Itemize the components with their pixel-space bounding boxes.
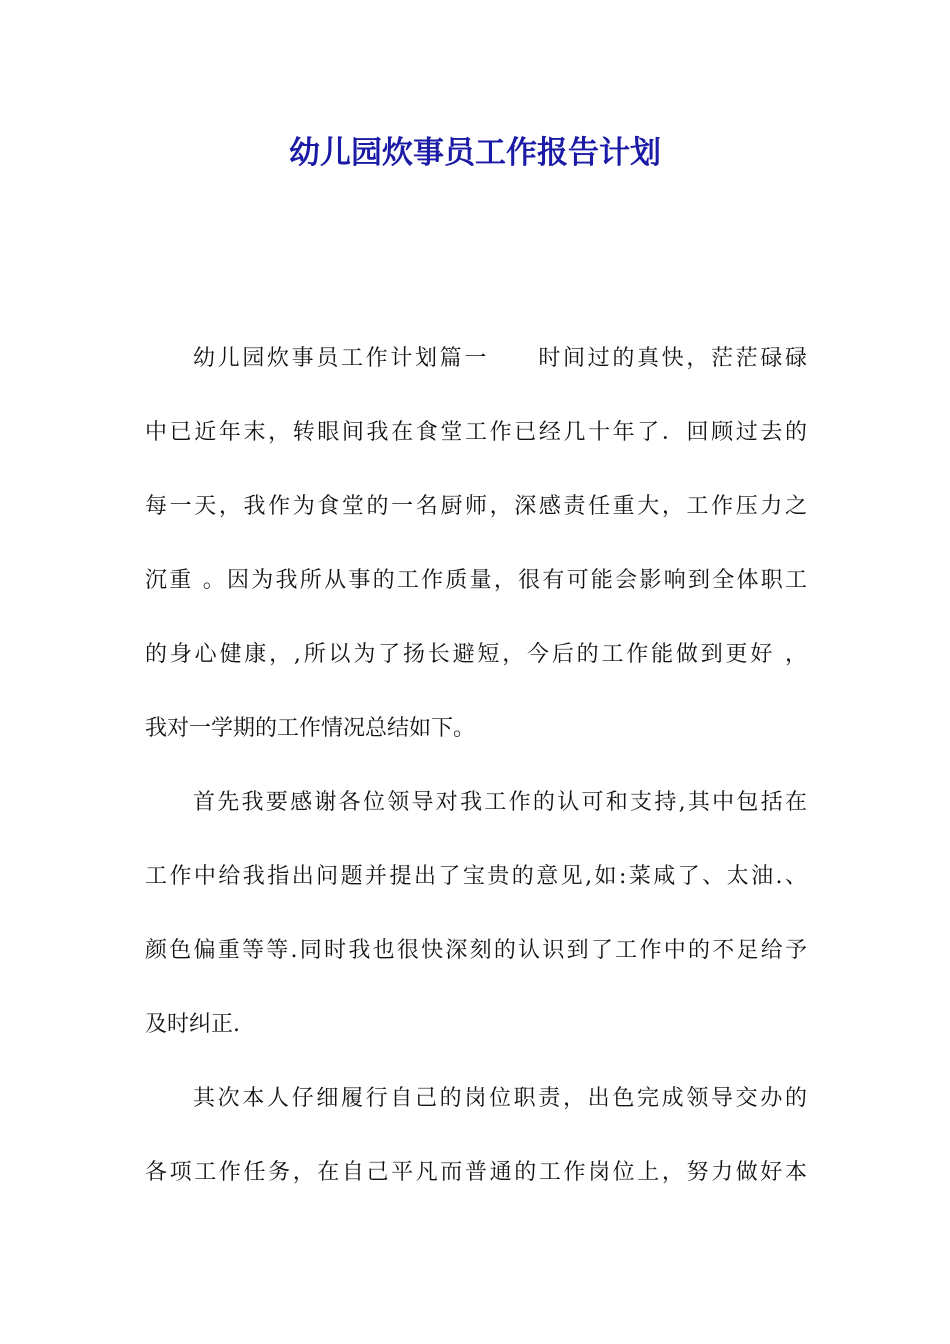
document-title: 幼儿园炊事员工作报告计划	[289, 135, 661, 171]
paragraph-1	[145, 334, 807, 778]
paragraph-line: 及时纠正.	[145, 1012, 240, 1037]
paragraph-line: 首先我要感谢各位领导对我工作的认可和支持,其中包括在	[193, 790, 807, 815]
paragraph-2	[145, 778, 807, 1074]
paragraph-line: 颜色偏重等等.同时我也很快深刻的认识到了工作中的不足给予	[145, 938, 807, 963]
paragraph-line: 各项工作任务，在自己平凡而普通的工作岗位上，努力做好本	[145, 1160, 807, 1185]
paragraph-line: 的身心健康，,所以为了扬长避短，今后的工作能做到更好 ，	[145, 642, 807, 667]
document-body	[145, 334, 807, 1222]
paragraph-line: 我对一学期的工作情况总结如下。	[145, 716, 476, 741]
paragraph-line: 其次本人仔细履行自己的岗位职责，出色完成领导交办的	[193, 1086, 807, 1111]
paragraph-line: 工作中给我指出问题并提出了宝贵的意见,如:菜咸了、太油.、	[145, 864, 807, 889]
paragraph-line: 每一天，我作为食堂的一名厨师，深感责任重大，工作压力之	[145, 494, 807, 519]
paragraph-3	[145, 1074, 807, 1222]
paragraph-line: 幼儿园炊事员工作计划篇一 时间过的真快，茫茫碌碌	[193, 346, 807, 371]
paragraph-line: 沉重 。因为我所从事的工作质量，很有可能会影响到全体职工	[145, 568, 807, 593]
paragraph-line: 中已近年末，转眼间我在食堂工作已经几十年了．回顾过去的	[145, 420, 807, 445]
